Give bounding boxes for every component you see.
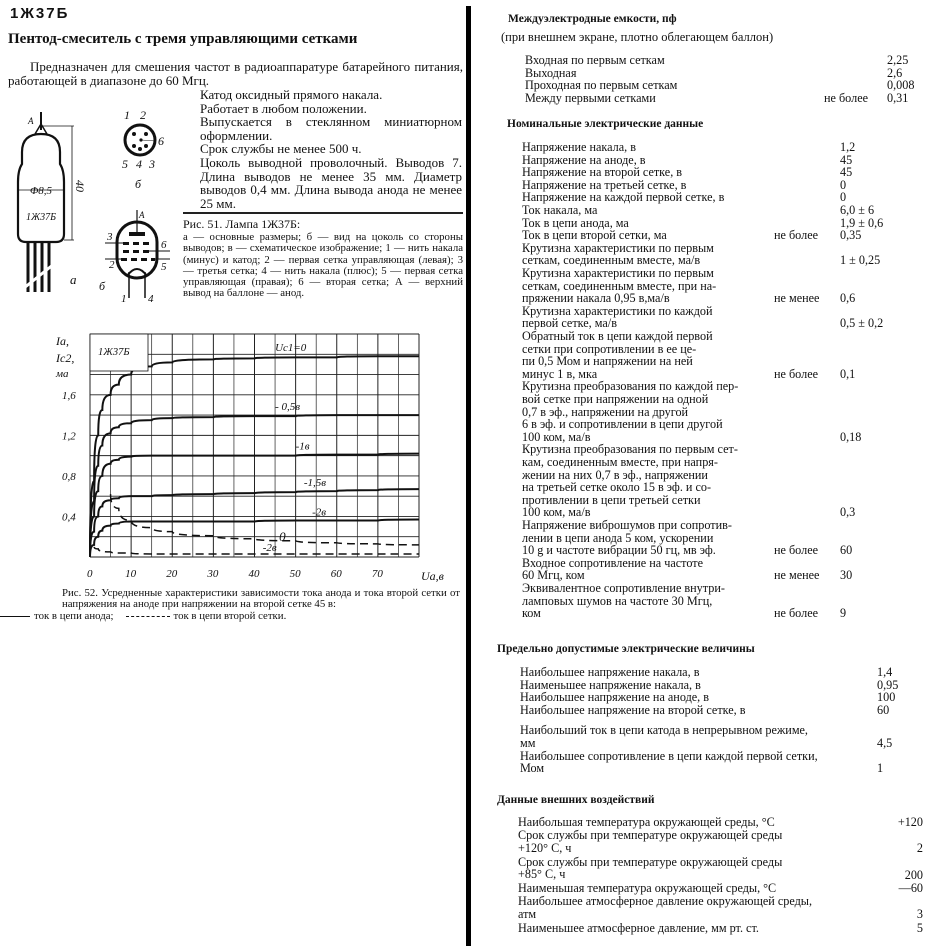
x-tick-label: 20 xyxy=(166,568,178,580)
nominal-row xyxy=(522,557,772,582)
base-pin-view xyxy=(110,108,180,193)
nominal-value: 1 ± 0,25 xyxy=(840,253,881,268)
capacitance-label: Выходная xyxy=(525,65,577,80)
nominal-label: Напряжение виброшумов при сопротив- лении в цепи анода 5 ком, ускорении 10 g и частоте вибрации 50 гц, мв эф. xyxy=(522,518,732,558)
capacitance-value: 0,008 xyxy=(887,78,915,92)
capacitance-label: Между первыми сетками xyxy=(525,90,656,105)
nominal-row xyxy=(522,242,772,267)
figure-51-body: а — основные размеры; б — вид на цоколь со стороны выводов; в — схематическое изображение; 1 — нить накала (минус) и катод; 2 — первая сетка управляющая (левая); 3 — третья сетка; 4 — нить накала (плюс); 5 — первая сетка управляющая (правая); 6 — вторая сетка; А — верхний вывод на баллоне — анод. xyxy=(183,231,463,300)
nominal-value: 0 xyxy=(840,177,847,192)
series-label: 0 xyxy=(279,528,286,544)
x-tick-label: 40 xyxy=(248,568,260,580)
y-tick-label: 0,4 xyxy=(62,511,76,524)
legend-dashed-line xyxy=(126,616,170,617)
environment-row xyxy=(518,895,878,920)
diameter-label: Φ8,5 xyxy=(29,185,53,197)
column-divider xyxy=(466,6,471,946)
pin-6-label: 6 xyxy=(158,134,164,148)
chart-title: 1Ж37Б xyxy=(98,347,130,358)
nominal-label: Напряжение накала, в xyxy=(522,140,636,154)
limit-label: Наибольшее напряжение на аноде, в xyxy=(520,690,710,705)
capacitance-value: 2,25 xyxy=(887,53,909,67)
schem-grid2-label: 6 xyxy=(161,239,167,251)
environment-value: 3 xyxy=(916,907,923,922)
series-labels xyxy=(263,342,327,554)
nominal-value: 60 xyxy=(840,543,853,558)
limit-row xyxy=(520,724,870,749)
nominal-value: 1,2 xyxy=(840,140,856,154)
limit-value: 4,5 xyxy=(877,736,893,750)
nominal-table xyxy=(522,141,922,631)
nominal-row xyxy=(522,443,772,519)
limit-value: 0,95 xyxy=(877,677,899,692)
limit-label: Наибольший ток в цепи катода в непрерывном режиме, мм xyxy=(520,723,808,750)
nominal-title: Номинальные электрические данные xyxy=(507,118,704,130)
y-label-ic2: Iс2, xyxy=(56,351,75,365)
tube-outline-drawing xyxy=(8,112,108,302)
nominal-value: 0,6 xyxy=(840,291,856,306)
x-tick-label: 0 xyxy=(87,568,93,580)
schem-pin1-label: 1 xyxy=(121,293,127,305)
y-label-ia: Iа, xyxy=(56,334,69,348)
marking-label: 1Ж37Б xyxy=(25,212,57,223)
x-tick-label: 30 xyxy=(207,568,219,580)
y-tick-label: 1,2 xyxy=(62,430,76,443)
nominal-label: Входное сопротивление на частоте 60 Мгц, ком xyxy=(522,555,704,583)
capacitance-label: Входная по первым сеткам xyxy=(525,53,665,67)
nominal-qualifier: не более xyxy=(774,228,819,243)
environment-row xyxy=(518,816,878,829)
nominal-value: 45 xyxy=(840,165,853,180)
legend-solid-text: ток в цепи анода; xyxy=(34,610,114,622)
environment-table xyxy=(518,816,923,936)
nominal-row xyxy=(522,330,772,380)
nominal-label: Эквивалентное сопротивление внутри- ламповых шумов на частоте 30 Мгц, ком xyxy=(522,581,725,621)
figure-51-title: Рис. 51. Лампа 1Ж37Б: xyxy=(183,217,301,231)
x-axis-label: Uа,в xyxy=(421,569,444,583)
intro-paragraph: Предназначен для смешения частот в радиоаппаратуре батарейного питания, работающей в диапазоне до 60 Мгц. xyxy=(8,59,463,88)
limit-value: 1,4 xyxy=(877,665,893,679)
nominal-row xyxy=(522,582,772,620)
limit-row xyxy=(520,704,870,717)
environment-label: Наибольшее атмосферное давление окружающей среды, атм xyxy=(518,894,813,921)
caption-rule xyxy=(183,212,463,214)
environment-label: Наименьшее атмосферное давление, мм рт. ст. xyxy=(518,920,759,935)
nominal-label: Напряжение на аноде, в xyxy=(522,152,646,167)
nominal-label: Ток в цепи анода, ма xyxy=(522,215,629,230)
legend-dashed-text: ток в цепи второй сетки. xyxy=(173,610,287,622)
nominal-qualifier: не менее xyxy=(774,291,820,306)
nominal-value: 0 xyxy=(840,190,847,205)
limits-table xyxy=(520,666,925,781)
pin-2-label: 2 xyxy=(140,108,146,122)
capacitances-table xyxy=(525,54,925,106)
y-tick-labels xyxy=(62,390,76,524)
tube-schematic xyxy=(95,210,175,310)
y-tick-label: 1,6 xyxy=(62,389,76,402)
x-tick-label: 10 xyxy=(125,568,137,580)
legend-solid-line xyxy=(0,616,30,617)
nominal-value: 6,0 ± 6 xyxy=(840,203,875,217)
figure-51-caption xyxy=(183,212,463,300)
environment-row xyxy=(518,882,878,895)
series-label: -2в xyxy=(312,506,327,519)
capacitances-subtitle: (при внешнем экране, плотно облегающем баллон) xyxy=(501,30,774,44)
nominal-value: 0,35 xyxy=(840,228,862,243)
limit-value: 100 xyxy=(877,690,896,705)
environment-label: Срок службы при температуре окружающей среды +120° C, ч xyxy=(518,828,783,855)
y-label-unit: ма xyxy=(56,368,69,380)
limit-value: 60 xyxy=(877,702,890,717)
capacitance-label: Проходная по первым сеткам xyxy=(525,78,678,92)
limit-label: Наименьшее напряжение накала, в xyxy=(520,677,701,692)
series-label: -1,5в xyxy=(303,477,327,490)
anode-characteristics-chart xyxy=(40,325,465,587)
environment-label: Наибольшая температура окружающей среды, °C xyxy=(518,815,775,829)
pin-4-label: 4 xyxy=(136,157,142,171)
capacitance-value: 0,31 xyxy=(887,90,909,105)
limit-label: Наибольшее сопротивление в цепи каждой первой сетки, Мом xyxy=(520,748,818,776)
limit-row xyxy=(520,750,870,775)
environment-value: 200 xyxy=(904,867,923,882)
capacitance-row xyxy=(525,92,845,105)
series-label: Uс1=0 xyxy=(275,342,307,355)
nominal-label: Крутизна характеристики по первым сеткам, соединенным вместе, ма/в xyxy=(522,240,714,268)
x-tick-label: 70 xyxy=(371,568,383,580)
chart-legend xyxy=(0,611,460,622)
pin-1-label: 1 xyxy=(124,108,130,122)
nominal-value: 45 xyxy=(840,152,853,167)
nominal-row xyxy=(522,380,772,443)
nominal-qualifier: не более xyxy=(774,543,819,558)
capacitance-qualifier: не более xyxy=(824,90,869,105)
nominal-label: Крутизна характеристики по каждой первой сетке, ма/в xyxy=(522,303,713,331)
view-a-label: а xyxy=(70,272,77,287)
environment-row xyxy=(518,829,878,854)
nominal-label: Ток в цепи второй сетки, ма xyxy=(522,228,667,243)
nominal-value: 9 xyxy=(840,606,847,621)
environment-value: 5 xyxy=(916,920,923,935)
figure-52-text: Рис. 52. Усредненные характеристики зависимости тока анода и тока второй сетки от напряжения на аноде при напряжении на второй сетке 45 в: xyxy=(62,587,460,610)
nominal-value: 0,1 xyxy=(840,366,856,381)
y-tick-label: 0,8 xyxy=(62,470,76,483)
spec-position: Работает в любом положении. xyxy=(200,100,367,116)
nominal-value: 0,5 ± 0,2 xyxy=(840,316,884,331)
nominal-row xyxy=(522,267,772,305)
environment-value: +120 xyxy=(897,815,923,829)
series-label: -2в xyxy=(262,541,277,554)
x-tick-label: 60 xyxy=(330,568,342,580)
environment-label: Срок службы при температуре окружающей среды +85° C, ч xyxy=(518,854,783,882)
environment-label: Наименьшая температура окружающей среды, °C xyxy=(518,881,777,895)
x-tick-labels xyxy=(87,568,383,580)
nominal-value: 0,18 xyxy=(840,429,862,444)
series-line xyxy=(94,547,419,554)
specs-block xyxy=(200,88,462,210)
figure-52-caption xyxy=(34,587,460,622)
capacitances-title: Междуэлектродные емкости, пф xyxy=(508,13,677,25)
schem-pin4-label: 4 xyxy=(148,293,154,305)
nominal-label: Ток накала, ма xyxy=(522,203,598,217)
schem-grid1-left-label: 2 xyxy=(109,259,115,271)
tube-code: 1Ж37Б xyxy=(10,5,70,22)
nominal-row xyxy=(522,519,772,557)
nominal-label: Обратный ток в цепи каждой первой сетки при сопротивлении в ее це- пи 0,5 Мом и напряжении на ней минус 1 в, мка xyxy=(522,329,713,381)
nominal-value: 30 xyxy=(840,568,853,583)
schem-grid3-label: 3 xyxy=(107,231,113,243)
schem-anode-label: А xyxy=(139,210,145,220)
environment-row xyxy=(518,922,878,935)
pin-3-label: 3 xyxy=(149,157,155,171)
view-b-label: б xyxy=(135,177,142,191)
limits-title: Предельно допустимые электрические величины xyxy=(497,643,755,655)
limit-label: Наибольшее напряжение на второй сетке, в xyxy=(520,702,746,717)
environment-title: Данные внешних воздействий xyxy=(497,794,655,806)
x-tick-label: 50 xyxy=(289,568,301,580)
nominal-qualifier: не более xyxy=(774,606,819,621)
capacitance-value: 2,6 xyxy=(887,65,903,80)
nominal-label: Напряжение на второй сетке, в xyxy=(522,165,683,180)
spec-package: Выпускается в стеклянном миниатюрном оформлении. xyxy=(200,114,462,143)
nominal-label: Крутизна характеристики по первым сеткам, соединенным вместе, при на- пряжении накала 0,95 в,ма/в xyxy=(522,266,717,306)
view-c-label: б xyxy=(99,279,106,293)
page-subtitle: Пентод-смеситель с тремя управляющими сетками xyxy=(8,31,358,47)
nominal-label: Напряжение на каждой первой сетке, в xyxy=(522,190,725,205)
nominal-value: 0,3 xyxy=(840,505,856,520)
nominal-label: Крутизна преобразования по каждой пер- вой сетке при напряжении на одной 0,7 в эф., напряжении на другой 6 в эф. и сопротивлении в цепи другой 100 ком, ма/в xyxy=(522,379,739,444)
schem-grid1-right-label: 5 xyxy=(161,261,167,273)
nominal-qualifier: не менее xyxy=(774,568,820,583)
environment-value: 2 xyxy=(916,841,923,856)
nominal-label: Крутизна преобразования по первым сет- кам, соединенным вместе, при напря- жении на них 0,7 в эф., напряжении на третьей сетке около 15 в эф. и со- противлении в цепи третьей сетки 100 ком, ма/в xyxy=(522,442,738,520)
series-line xyxy=(111,494,419,545)
series-label: - 0,5в xyxy=(275,401,301,414)
environment-value: —60 xyxy=(898,881,923,895)
nominal-label: Напряжение на третьей сетке, в xyxy=(522,177,687,192)
series-label: -1в xyxy=(295,440,310,453)
nominal-row xyxy=(522,305,772,330)
limit-label: Наибольшее напряжение накала, в xyxy=(520,665,700,679)
anode-label: А xyxy=(28,116,34,126)
environment-row xyxy=(518,856,878,881)
pin-5-label: 5 xyxy=(122,157,128,171)
nominal-qualifier: не более xyxy=(774,366,819,381)
height-label: 40 xyxy=(73,180,87,192)
nominal-value: 1,9 ± 0,6 xyxy=(840,215,884,230)
spec-leads: Цоколь выводной проволочный. Выводов 7. Длина выводов не менее 35 мм. Диаметр выводов 0,4 мм. Длина вывода анода не менее 25 мм. xyxy=(200,154,462,211)
limit-value: 1 xyxy=(877,761,884,776)
spec-cathode: Катод оксидный прямого накала. xyxy=(200,87,383,102)
spec-lifetime: Срок службы не менее 500 ч. xyxy=(200,141,362,157)
